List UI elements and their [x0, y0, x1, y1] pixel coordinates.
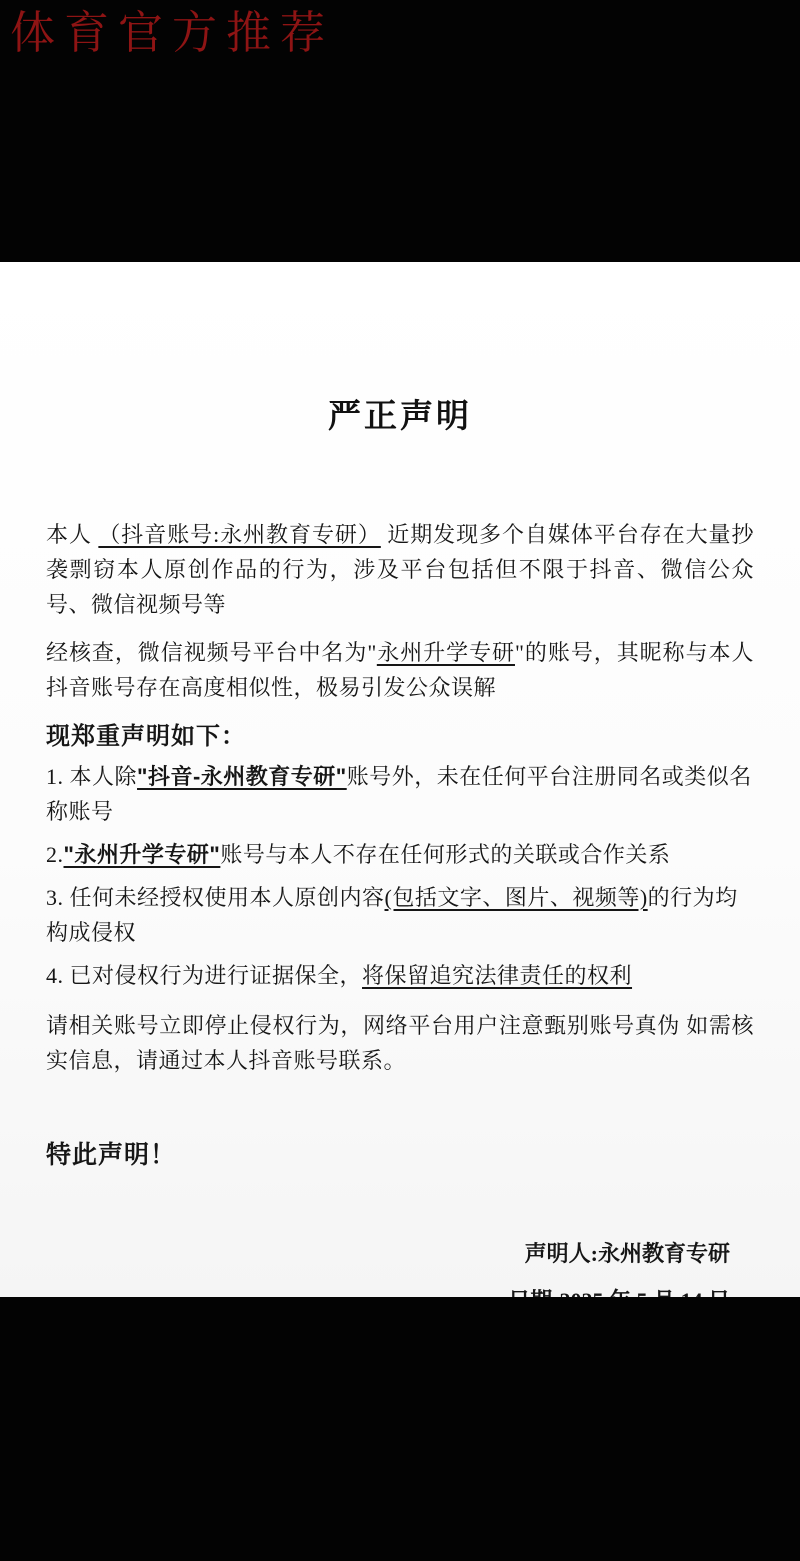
declaration-item-3: [46, 880, 754, 950]
paragraph-appeal: 请相关账号立即停止侵权行为，网络平台用户注意甄别账号真伪 如需核实信息，请通过本人抖音账号联系。: [46, 1013, 754, 1073]
item-1-post: 账号外，未在任何平台注册同名或类似名称账号: [46, 764, 752, 824]
declaration-heading: 现郑重声明如下：: [46, 723, 246, 750]
declaration-item-1: [46, 759, 754, 829]
item-1-pre: 1. 本人除: [46, 764, 138, 789]
paragraph-intro: [46, 517, 754, 622]
item-3-content-scope: (包括文字、图片、视频等): [384, 885, 648, 910]
item-2-post: 账号与本人不存在任何形式的关联或合作关系: [220, 842, 671, 867]
watermark-text: 体育官方推荐: [10, 8, 335, 58]
paragraph-intro-post: 近期发现多个自媒体平台存在大量抄袭剽窃本人原创作品的行为，涉及平台包括但不限于抖音、微信公众号、微信视频号等: [46, 522, 754, 617]
item-3-post: 的行为均构成侵权: [46, 885, 738, 945]
bottom-black-bar: [0, 1297, 800, 1561]
item-3-pre: 3. 任何未经授权使用本人原创内容: [46, 885, 385, 910]
document-body: [0, 390, 800, 1315]
item-2-account-name: "永州升学专研": [63, 842, 221, 867]
paragraph-intro-pre: 本人: [46, 522, 99, 547]
paragraph-verification-post: "的账号，其昵称与本人抖音账号存在高度相似性，极易引发公众误解: [46, 640, 754, 700]
declaration-item-2: [46, 837, 754, 872]
item-4-legal-rights: 将保留追究法律责任的权利: [362, 963, 633, 988]
document-title: 严正声明: [328, 397, 472, 434]
douyin-account-name: （抖音账号:永州教育专研）: [98, 522, 381, 547]
item-4-pre: 4. 已对侵权行为进行证据保全，: [46, 963, 363, 988]
impostor-account-name: 永州升学专研: [376, 640, 515, 665]
top-black-bar: [0, 0, 800, 262]
paragraph-verification-pre: 经核查，微信视频号平台中名为": [46, 640, 377, 665]
item-1-account-name: "抖音-永州教育专研": [137, 764, 347, 789]
declaration-item-4: [46, 958, 754, 993]
paragraph-verification: [46, 635, 754, 705]
signer-line: 声明人:永州教育专研: [524, 1241, 730, 1266]
closing-statement: 特此声明！: [46, 1141, 177, 1169]
statement-document: [0, 262, 800, 1297]
item-2-pre: 2.: [46, 842, 64, 867]
